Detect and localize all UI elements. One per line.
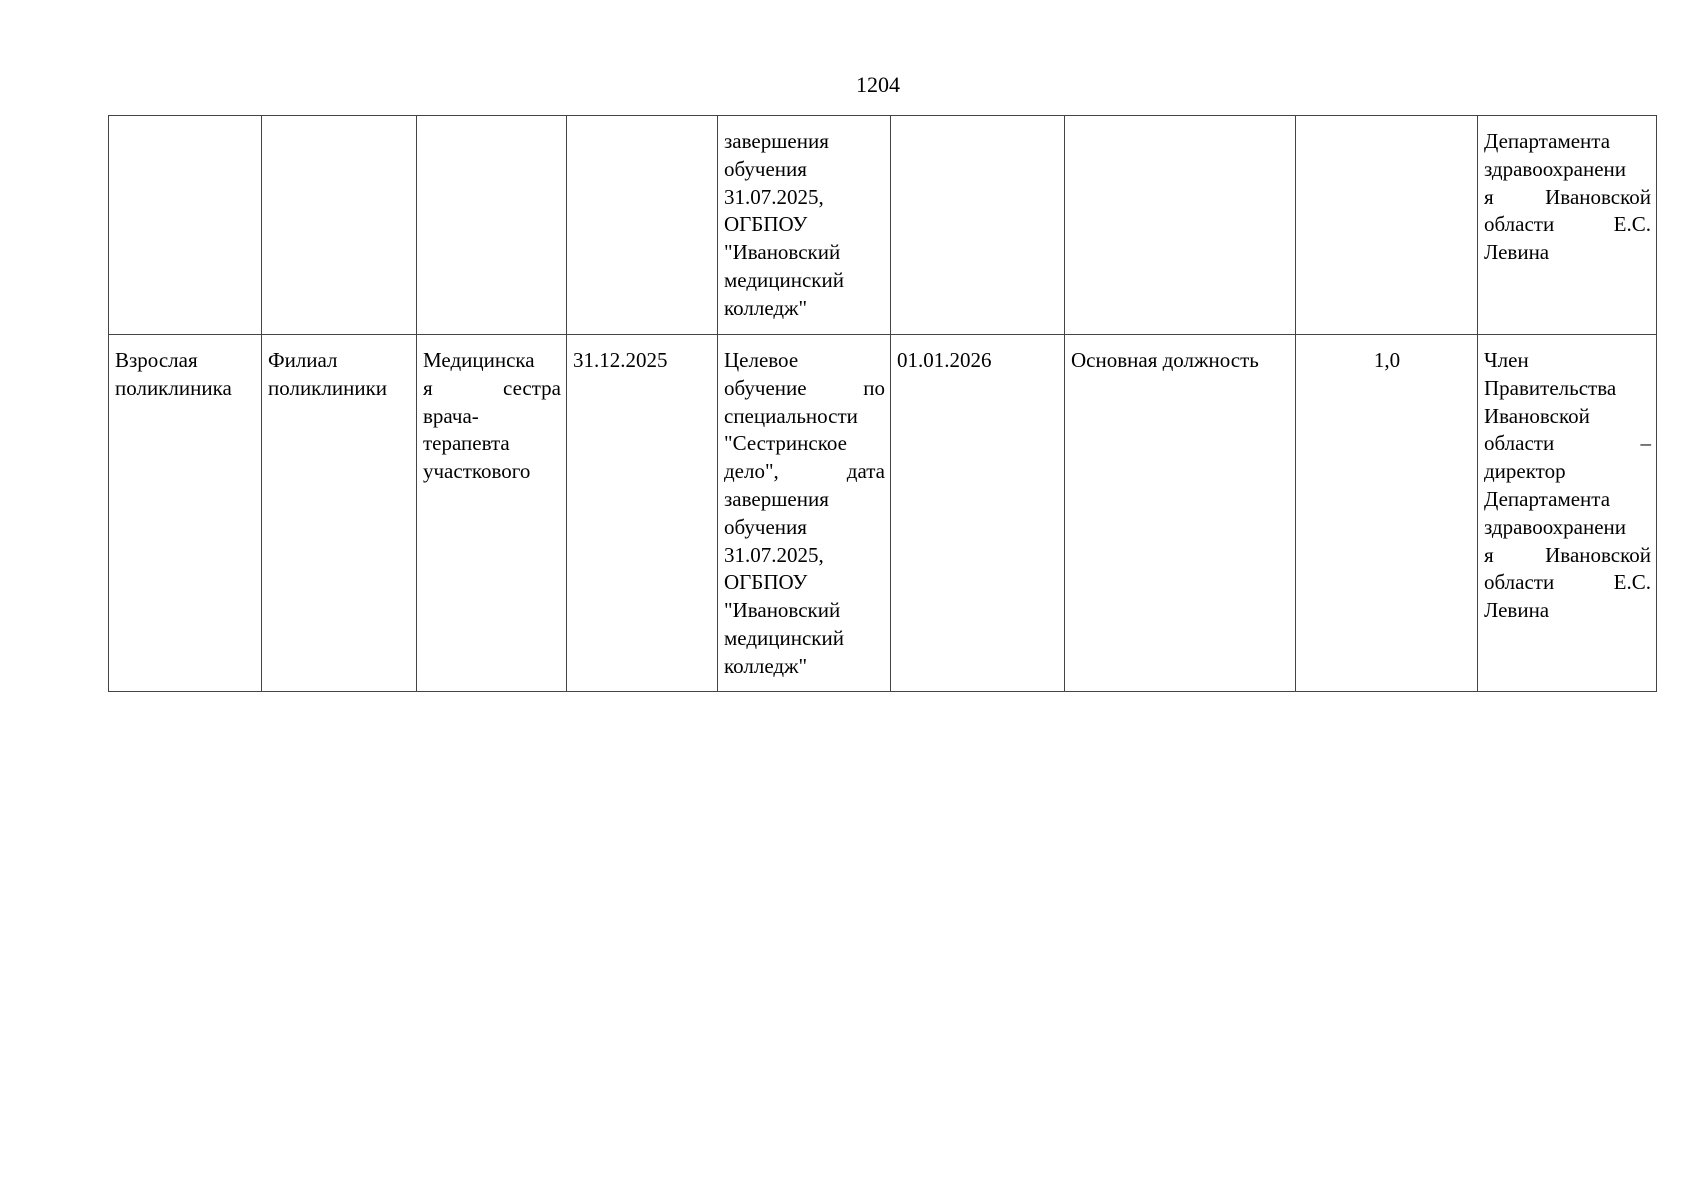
requirements-line: завершения bbox=[724, 129, 829, 153]
approver-line: области Е.С. bbox=[1484, 570, 1651, 595]
cell-date-vacancy: 31.12.2025 bbox=[567, 335, 718, 692]
requirements-line: дело", дата bbox=[724, 459, 885, 484]
cell-unit bbox=[262, 335, 417, 692]
requirements-line: завершения bbox=[724, 486, 829, 511]
cell-requirements bbox=[718, 335, 891, 692]
approver-line: Член bbox=[1484, 348, 1529, 372]
approver-line: я Ивановской bbox=[1484, 184, 1651, 209]
vacancy-table bbox=[108, 115, 1657, 692]
approver-line: здравоохранени bbox=[1484, 156, 1627, 181]
department-line: поликлиника bbox=[115, 375, 232, 400]
position-line: я сестра bbox=[423, 375, 561, 400]
requirements-line: "Сестринское bbox=[724, 431, 847, 456]
requirements-line: колледж" bbox=[724, 653, 808, 678]
approver-line: Правительства bbox=[1484, 375, 1617, 400]
approver-line: здравоохранени bbox=[1484, 514, 1627, 539]
approver-line: области – bbox=[1484, 431, 1651, 456]
cell-rate: 1,0 bbox=[1296, 335, 1478, 692]
approver-line: Департамента bbox=[1484, 486, 1611, 511]
cell-position bbox=[417, 335, 567, 692]
requirements-line: медицинский bbox=[724, 625, 844, 650]
requirements-line: Целевое bbox=[724, 348, 799, 372]
requirements-line: "Ивановский bbox=[724, 598, 841, 623]
approver-line: области Е.С. bbox=[1484, 212, 1651, 237]
cell-position-type: Основная должность bbox=[1065, 335, 1296, 692]
cell-approver bbox=[1478, 335, 1657, 692]
requirements-line: обучение по bbox=[724, 375, 885, 400]
cell-position-type bbox=[1065, 116, 1296, 335]
approver-line: Ивановской bbox=[1484, 403, 1590, 428]
cell-approver bbox=[1478, 116, 1657, 335]
unit-line: Филиал bbox=[268, 348, 338, 372]
department-line: Взрослая bbox=[115, 348, 198, 372]
cell-rate bbox=[1296, 116, 1478, 335]
approver-line: Левина bbox=[1484, 240, 1550, 265]
cell-department bbox=[109, 335, 262, 692]
cell-date-start: 01.01.2026 bbox=[891, 335, 1065, 692]
cell-unit bbox=[262, 116, 417, 335]
approver-line: директор bbox=[1484, 459, 1566, 484]
cell-date-vacancy bbox=[567, 116, 718, 335]
approver-line: Департамента bbox=[1484, 129, 1611, 153]
table-row bbox=[109, 116, 1657, 335]
approver-line: я Ивановской bbox=[1484, 542, 1651, 567]
table-row bbox=[109, 335, 1657, 692]
requirements-line: 31.07.2025, bbox=[724, 184, 824, 209]
cell-requirements bbox=[718, 116, 891, 335]
requirements-line: медицинский bbox=[724, 267, 844, 292]
requirements-line: ОГБПОУ bbox=[724, 212, 808, 237]
unit-line: поликлиники bbox=[268, 375, 388, 400]
requirements-line: "Ивановский bbox=[724, 240, 841, 265]
requirements-line: обучения bbox=[724, 156, 807, 181]
position-line: врача- bbox=[423, 403, 479, 428]
requirements-line: обучения bbox=[724, 514, 807, 539]
requirements-line: специальности bbox=[724, 403, 858, 428]
requirements-line: колледж" bbox=[724, 295, 808, 320]
cell-date-start bbox=[891, 116, 1065, 335]
page-number: 1204 bbox=[856, 72, 900, 97]
cell-position bbox=[417, 116, 567, 335]
requirements-line: 31.07.2025, bbox=[724, 542, 824, 567]
cell-department bbox=[109, 116, 262, 335]
position-line: Медицинска bbox=[423, 348, 535, 372]
position-line: участкового bbox=[423, 459, 531, 484]
position-line: терапевта bbox=[423, 431, 510, 456]
approver-line: Левина bbox=[1484, 598, 1550, 623]
requirements-line: ОГБПОУ bbox=[724, 570, 808, 595]
